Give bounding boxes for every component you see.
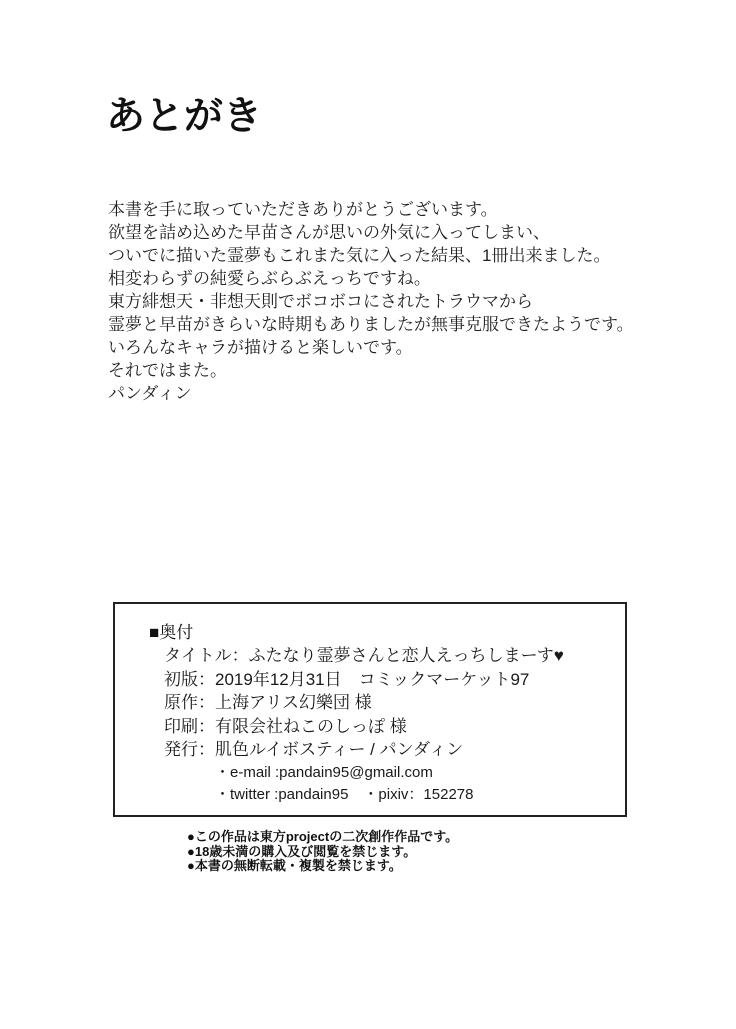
afterword-line: 欲望を詰め込めた早苗さんが思いの外気に入ってしまい、	[108, 223, 550, 242]
afterword-line: 東方緋想天・非想天則でボコボコにされたトラウマから	[108, 292, 533, 311]
colophon-contact-sns: ・twitter :pandain95 ・pixiv：152278	[215, 785, 474, 803]
notice-no-reproduction: ●本書の無断転載・複製を禁じます。	[187, 858, 402, 873]
colophon-line-printing: 印刷：有限会社ねこのしっぽ 様	[164, 716, 407, 736]
afterword-line: ついでに描いた霊夢もこれまた気に入った結果、1冊出来ました。	[108, 246, 611, 265]
afterword-paragraph-trauma	[108, 290, 634, 359]
afterword-line: 霊夢と早苗がきらいな時期もありましたが無事克服できたようです。	[108, 315, 634, 334]
colophon-line-title: タイトル：ふたなり霊夢さんと恋人えっちしまーす♥	[164, 646, 564, 665]
notice-derivative-work: ●この作品は東方projectの二次創作作品です。	[187, 829, 459, 844]
legal-notices	[187, 830, 458, 874]
afterword-paragraph-story	[108, 221, 634, 290]
notice-age-restriction: ●18歳未満の購入及び閲覧を禁じます。	[187, 843, 417, 859]
afterword-line: いろんなキャラが描けると楽しいです。	[108, 338, 413, 357]
colophon-line-first-edition: 初版：2019年12月31日 コミックマーケット97	[164, 669, 530, 689]
page-title: あとがき	[106, 93, 263, 139]
afterword-paragraph-closing: それではまた。	[108, 361, 227, 380]
afterword-body	[108, 198, 634, 405]
author-signature: パンダィン	[108, 384, 192, 403]
colophon-line-publisher: 発行：肌色ルイボスティー / パンダィン	[164, 740, 464, 759]
colophon-heading: ■奥付	[149, 623, 194, 642]
colophon-box	[113, 602, 627, 817]
colophon-contact-email: ・e-mail :pandain95@gmail.com	[215, 763, 433, 781]
afterword-line: 相変わらずの純愛らぶらぶえっちですね。	[108, 269, 431, 288]
colophon-line-original-work: 原作：上海アリス幻樂団 様	[164, 693, 372, 712]
afterword-paragraph-thanks: 本書を手に取っていただきありがとうございます。	[108, 200, 498, 219]
